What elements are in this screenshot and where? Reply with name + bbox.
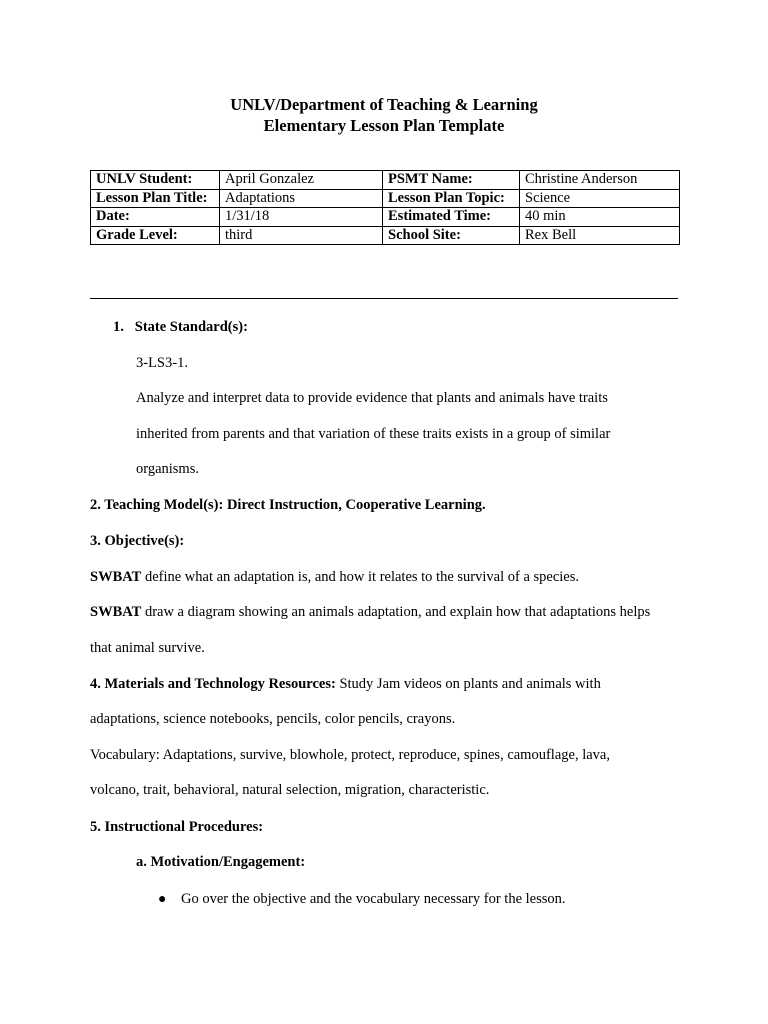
document-subtitle: Elementary Lesson Plan Template (263, 116, 505, 135)
table-row (91, 226, 680, 245)
subheading-motivation: a. Motivation/Engagement: (136, 854, 306, 870)
table-value: Rex Bell (520, 226, 680, 245)
bullet-icon: ● (158, 892, 167, 907)
objective-line (90, 568, 579, 586)
table-value: 40 min (520, 208, 680, 227)
swbat-label: SWBAT (90, 604, 142, 620)
document-title: UNLV/Department of Teaching & Learning (230, 95, 538, 114)
table-row (91, 171, 680, 190)
table-label: Lesson Plan Title: (91, 189, 220, 208)
materials-line-continued: adaptations, science notebooks, pencils, color pencils, crayons. (90, 711, 456, 727)
objective-line (90, 603, 650, 621)
table-value: third (220, 226, 383, 245)
table-value: 1/31/18 (220, 208, 383, 227)
lesson-info-table (90, 170, 680, 245)
materials-line (90, 675, 601, 693)
table-label: UNLV Student: (91, 171, 220, 190)
materials-text: Study Jam videos on plants and animals with (335, 676, 601, 692)
table-value: Science (520, 189, 680, 208)
table-value: April Gonzalez (220, 171, 383, 190)
objective-text: define what an adaptation is, and how it relates to the survival of a species. (141, 569, 579, 585)
table-value: Christine Anderson (520, 171, 680, 190)
objective-line-continued: that animal survive. (90, 640, 205, 656)
section-heading-materials: 4. Materials and Technology Resources: (90, 676, 336, 692)
standard-text-line: inherited from parents and that variation of these traits exists in a group of similar (136, 426, 611, 442)
section-heading-teaching-models: 2. Teaching Model(s): Direct Instruction, Cooperative Learning. (90, 497, 486, 513)
bullet-item: Go over the objective and the vocabulary necessary for the lesson. (181, 891, 566, 907)
table-row (91, 189, 680, 208)
table-label: PSMT Name: (383, 171, 520, 190)
table-value: Adaptations (220, 189, 383, 208)
section-heading-state-standards: 1. State Standard(s): (113, 319, 248, 335)
table-label: School Site: (383, 226, 520, 245)
table-label: Lesson Plan Topic: (383, 189, 520, 208)
table-label: Estimated Time: (383, 208, 520, 227)
standard-text-line: Analyze and interpret data to provide evidence that plants and animals have traits (136, 390, 608, 406)
vocabulary-line-continued: volcano, trait, behavioral, natural selection, migration, characteristic. (90, 782, 490, 798)
table-row (91, 208, 680, 227)
section-heading-objectives: 3. Objective(s): (90, 533, 185, 549)
standard-text-line: organisms. (136, 461, 199, 477)
horizontal-divider (90, 298, 678, 299)
table-label: Date: (91, 208, 220, 227)
table-label: Grade Level: (91, 226, 220, 245)
vocabulary-line: Vocabulary: Adaptations, survive, blowhole, protect, reproduce, spines, camouflage, lava, (90, 747, 610, 763)
standard-code: 3-LS3-1. (136, 355, 188, 371)
objective-text: draw a diagram showing an animals adaptation, and explain how that adaptations helps (141, 604, 651, 620)
section-heading-instructional-procedures: 5. Instructional Procedures: (90, 819, 264, 835)
swbat-label: SWBAT (90, 569, 142, 585)
